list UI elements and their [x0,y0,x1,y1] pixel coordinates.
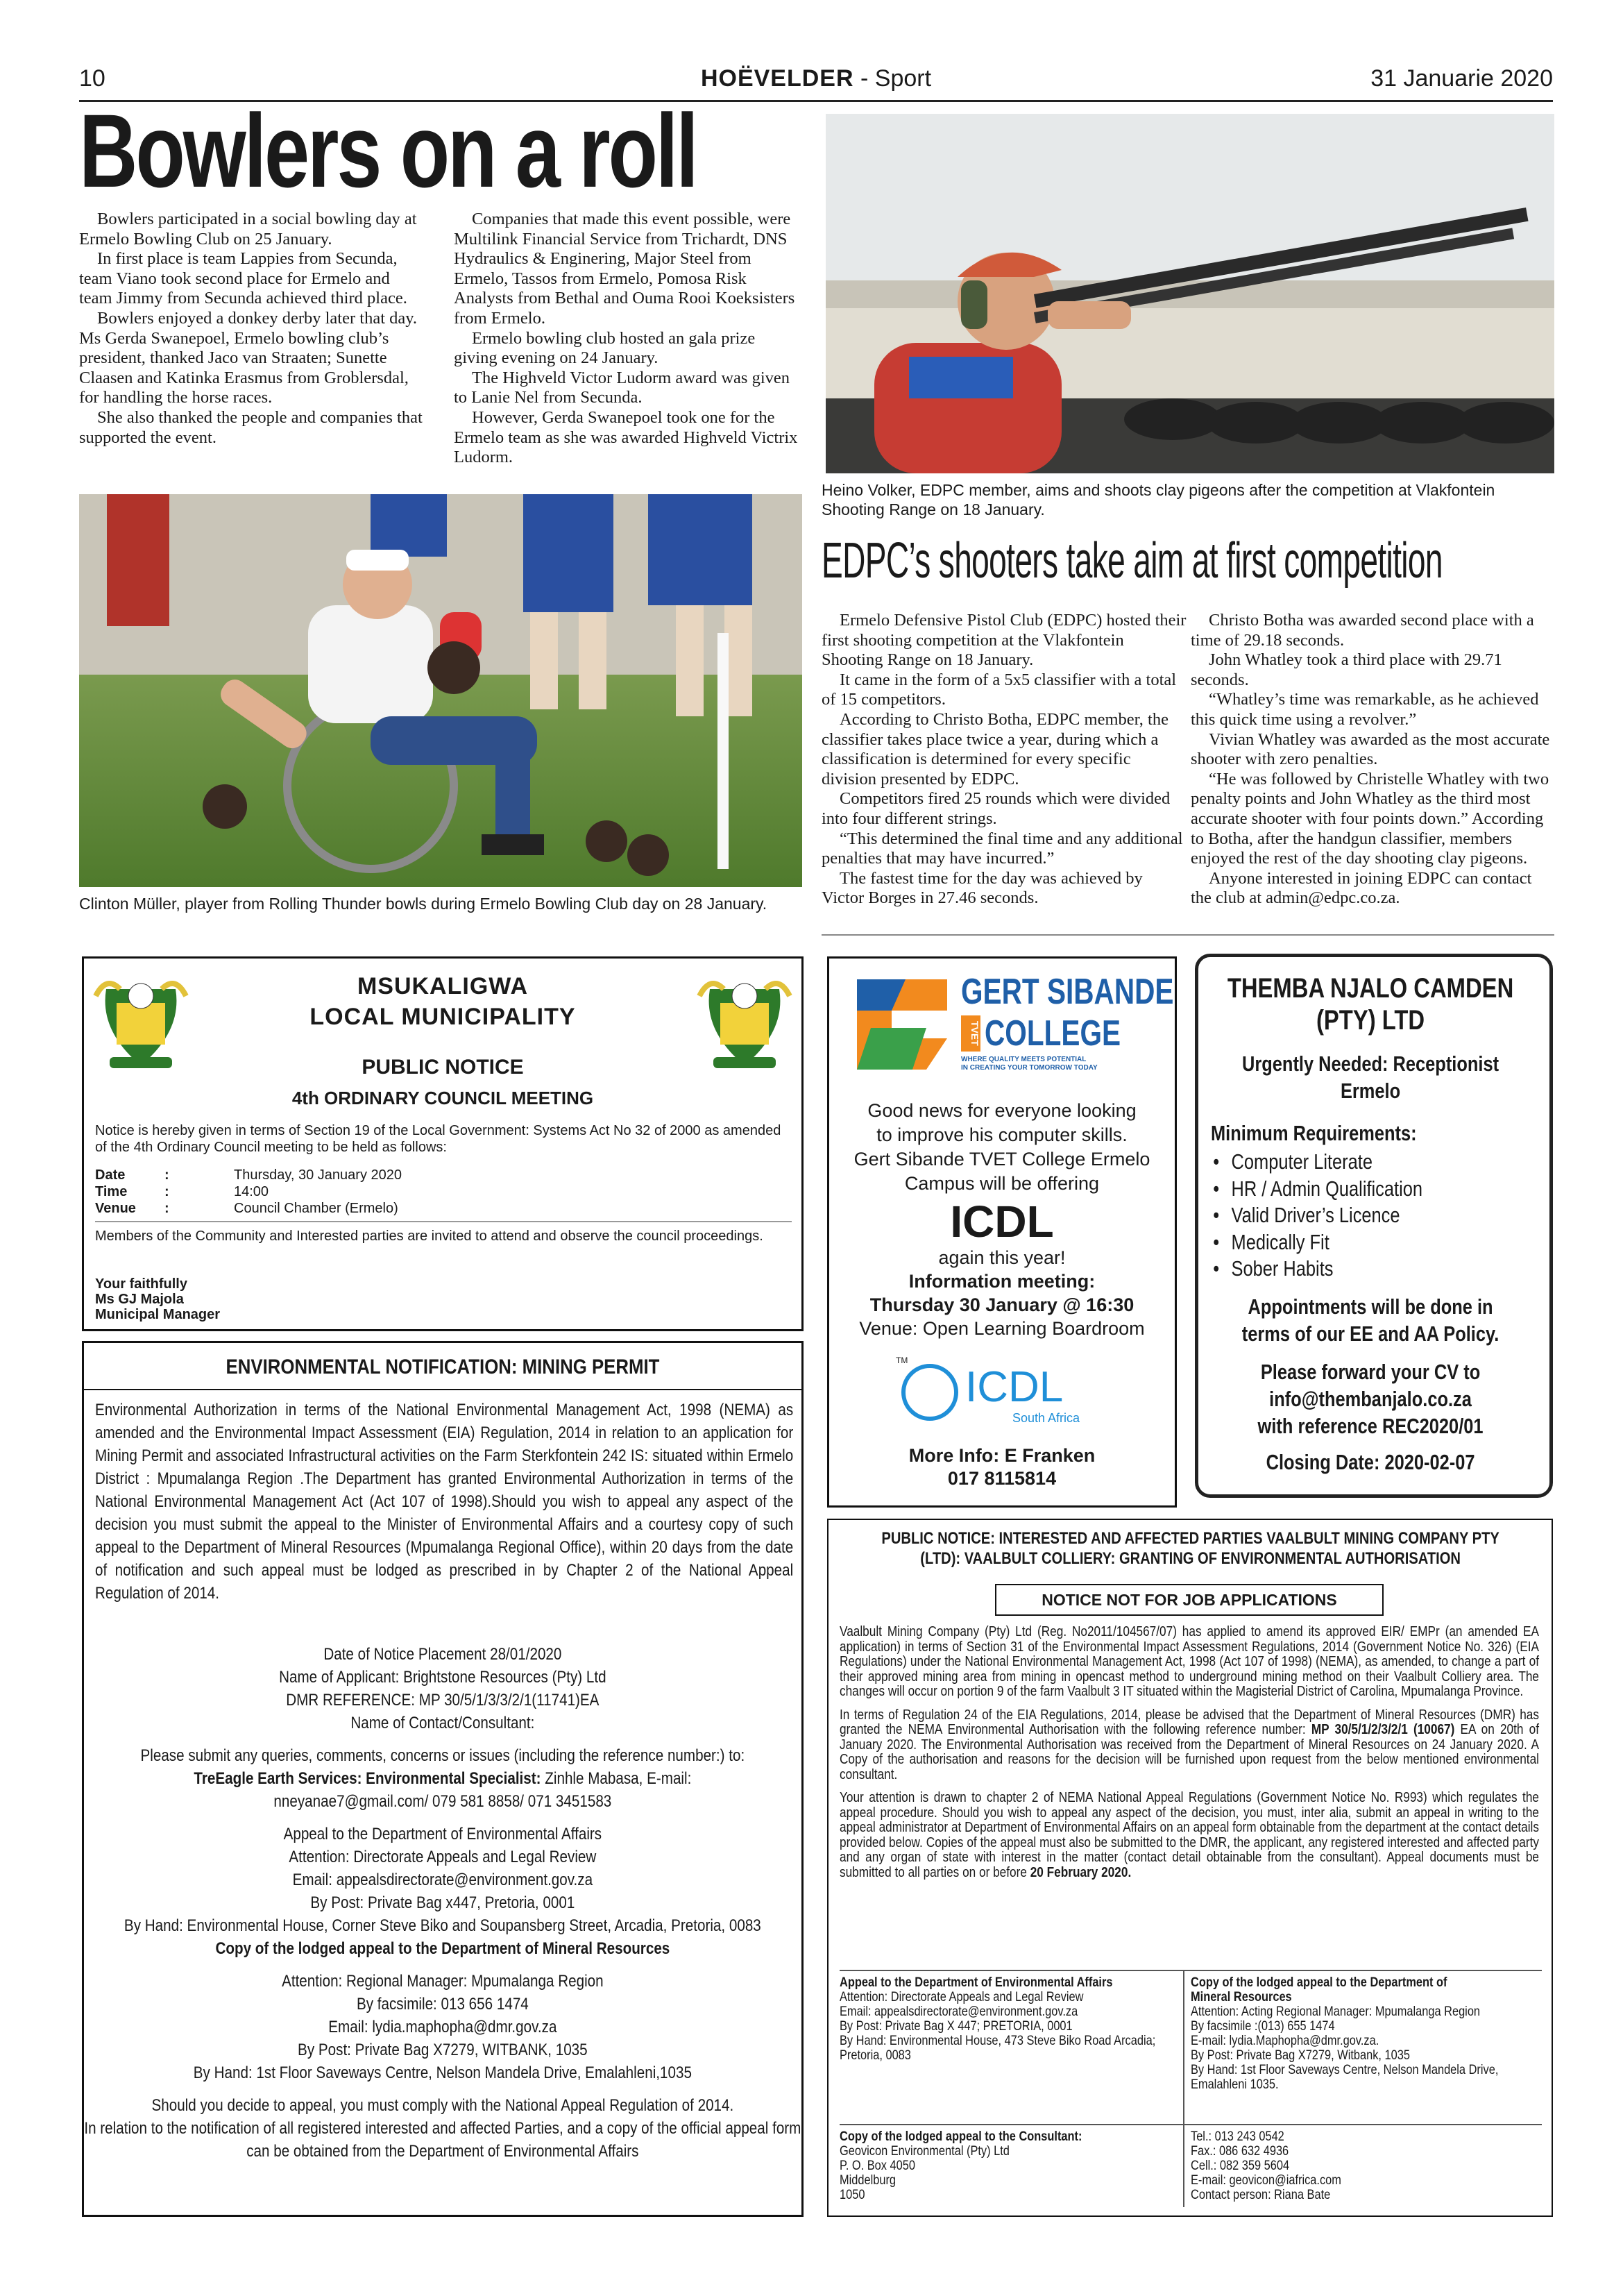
shooting-headline: EDPC’s shooters take aim at first competition [822,533,1443,589]
bowls-caption: Clinton Müller, player from Rolling Thunder bowls during Ermelo Bowling Club day on 28 January. [79,895,767,913]
consultant-phone: Tel.: 013 243 0542 Fax.: 086 632 4936 Cell.: 082 359 5604 E-mail: geovicon@iafrica.com Contact person: Riana Bate [1191,2129,1341,2202]
municipality-name-1: MSUKALIGWA [357,973,529,999]
municipality-name-2: LOCAL MUNICIPALITY [309,1004,576,1030]
paragraph: Your attention is drawn to chapter 2 of NEMA National Appeal Regulations (Government Notice No. R993) which regulates the appeal procedure. Should you wish to appeal any aspect of the decision, you must, inter alia, submit an appeal in writing to the appeal administrator at Department of Environmental Affairs on an appeal form obtainable from the department at the contact details provided below. Copies of the appeal must also be submitted to the DMR, the applicant, any registered interested and affected party and any organ of state with interest in the matter (contact detail obtainable from the consultant). Appeal documents must be submitted to all parties on or before 20 February 2020. [840,1789,1539,1880]
company-name: THEMBA NJALO CAMDEN (PTY) LTD [1227,973,1514,1036]
paper-name [79,65,1553,92]
paragraph: Companies that made this event possible, were Multilink Financial Service from Trichardt, DNS Hydraulics & Enginering, Major Steel from Ermelo, Tassos from Ermelo, Pomosa Risk Analysts from Bethal and Ouma Rooi Koeksisters from Ermelo. [454,210,795,328]
public-notice-label: PUBLIC NOTICE [362,1056,524,1079]
bowls-photo [79,494,802,887]
section-name: - Sport [853,65,932,92]
requirements-list [1211,1149,1529,1283]
list-item: • Valid Driver’s Licence [1211,1202,1529,1229]
application-details: Please forward your CV to info@thembanjalo.co.za with reference REC2020/01 [1257,1360,1484,1438]
dmr-reference: DMR REFERENCE: MP 30/5/1/3/3/2/1(11741)EA [286,1691,600,1710]
bowls-col-1 [79,210,426,448]
college-word: COLLEGE [985,1013,1121,1054]
paragraph: Anyone interested in joining EDPC can contact the club at admin@edpc.co.za. [1191,868,1532,908]
query-text: Please submit any queries, comments, concerns or issues (including the reference number:) to: [140,1746,745,1765]
detail-row: Venue : Council Chamber (Ermelo) [95,1201,398,1216]
paragraph: John Whatley took a third place with 29.71 seconds. [1191,650,1502,689]
vaalbult-title: PUBLIC NOTICE: INTERESTED AND AFFECTED PARTIES VAALBULT MINING COMPANY PTY (LTD): VAALBULT COLLIERY: GRANTING OF ENVIRONMENTAL AUTHORISATION [881,1529,1499,1568]
paper-title: HOËVELDER [700,65,854,92]
signature: Your faithfully Ms GJ Majola Municipal Manager [95,1276,221,1322]
vaalbult-notice [827,1519,1553,2217]
paragraph: In terms of Regulation 24 of the EIA Regulations, 2014, please be advised that the Department of Mineral Resources (DMR) has granted the NEMA Environmental Authorisation with the following reference number: MP 30/5/1/2/3/2/1 (10067) EA on 20th of January 2020. The Environmental Authorisation was received from the Department of Mineral Resources on 24 January 2020. A Copy of the authorisation and reasons for the decision will be furnished upon request from the below mentioned environmental consultant. [840,1706,1540,1782]
gert-sibande-ad [827,956,1177,1508]
paragraph: “This determined the final time and any additional penalties that may have incurred.” [822,829,1183,868]
paragraph: Bowlers participated in a social bowling day at Ermelo Bowling Club on 25 January. [79,210,417,248]
themba-njalo-ad [1195,954,1553,1498]
tvet-badge: TVET [961,1015,980,1052]
shooting-col-2 [1191,611,1552,909]
paragraph: Ermelo Defensive Pistol Club (EDPC) hosted their first shooting competition at the Vlakfontein Shooting Range on 18 January. [822,611,1187,670]
paragraph: Ermelo bowling club hosted an gala prize giving evening on 24 January. [454,328,756,368]
appointment-policy: Appointments will be done in terms of our EE and AA Policy. [1241,1294,1499,1346]
divider [840,1970,1542,1971]
college-tagline: WHERE QUALITY MEETS POTENTIAL IN CREATING YOUR TOMORROW TODAY [961,1056,1098,1072]
paragraph: “Whatley’s time was remarkable, as he achieved this quick time using a revolver.” [1191,690,1539,729]
detail-row: Date : Thursday, 30 January 2020 [95,1167,402,1183]
paragraph: Bowlers enjoyed a donkey derby later that day. Ms Gerda Swanepoel, Ermelo bowling club’s president, thanked Jaco van Straaten; Sunette Claasen and Katinka Erasmus from Groblersdal, for handling the horse races. [79,308,418,407]
paragraph: She also thanked the people and companies that supported the event. [79,407,423,447]
not-for-jobs-label: NOTICE NOT FOR JOB APPLICATIONS [995,1584,1384,1616]
paragraph: Christo Botha was awarded second place with a time of 29.18 seconds. [1191,611,1534,650]
divider [1183,1971,1184,2207]
paragraph: Vaalbult Mining Company (Pty) Ltd (Reg. No2011/104567/07) has applied to amend its approved EIR/ EMPr (an amended EA application) in terms of Section 31 of the Environmental Impact Assessment Regulations, 2014 (Government Notice No. 326) (EIA Regulations) under the National Environmental Management Act, 1998 (Act 107 of 1998) (NEMA), as amended, to change a part of their approved mining area from mining in opencast method to underground mining method on their Vaalbult Colliery area. The changes will occur on portion 9 of the farm Vaalbult 3 IT situated within the Magisterial District of Carolina, Mpumalanga Province. [840,1623,1539,1699]
icdl-logo-text: ICDL [965,1363,1064,1411]
icdl-compass-icon [899,1361,961,1424]
tm-mark: TM [896,1356,908,1365]
bowls-photo-image [79,494,802,887]
paragraph: In first place is team Lappies from Secunda, team Viano took second place for Ermelo and team Jimmy from Secunda achieved third place. [79,249,407,308]
list-item: • HR / Admin Qualification [1211,1176,1529,1203]
paragraph: Vivian Whatley was awarded as the most accurate shooter with zero penalties. [1191,729,1550,769]
list-item: • Computer Literate [1211,1149,1529,1176]
env-body: Environmental Authorization in terms of the National Environmental Management Act, 1998 (NEMA) as amended and the Environmental Impact Assessment (EIA) Regulation, 2014 in relation to an application for Mining Permit and associated Infrastructural activities on the Farm Sterkfontein 242 IS: situated within Ermelo District : Mpumalanga Region .The Department has granted Environmental Authorization in terms of the National Environmental Management Act (Act 107 of 1998).Should you wish to appeal any aspect of the decision you must submit the appeal to the Minister of Environmental Affairs and a courtesy copy of such appeal to the Department of Mineral Resources (Mpumalanga Regional Office), within 20 days from the date of notification and such appeal must be lodged as prescribed in by Chapter 2 of the National Appeal Regulation of 2014. [95,1401,794,1603]
env-details: Date of Notice Placement 28/01/2020 Name of Applicant: Brightstone Resources (Pty) Ltd DMR REFERENCE: MP 30/5/1/3/3/2/1(11741)EA Name of Contact/Consultant: Please submit any queries, comments, concerns or issues (including the reference number:) to: TreEagle Earth Services: Environmental Specialist: Zinhle Mabasa, E-mail: nneyanae7@gmail.com/ 079 581 8858/ 071 3451583 Appeal to the Department of Environmental Affairs Attention: Directorate Appeals and Legal Review Email: appealsdirectorate@environment.gov.za By Post: Private Bag x447, Pretoria, 0001 By Hand: Environmental House, Corner Steve Biko and Soupansberg Street, Arcadia, Pretoria, 0083 Copy of the lodged appeal to the Department of Mineral Resources Attention: Regional Manager: Mpumalanga Region By facsimile: 013 656 1474 Email: lydia.maphopha@dmr.gov.za By Post: Private Bag X7279, WITBANK, 1035 By Hand: 1st Floor Saveways Centre, Nelson Mandela Drive, Emalahleni,1035 Should you decide to appeal, you must comply with the National Appeal Regulation of 2014. In relation to the notification of all registered interested and affected Parties, and a copy of the official appeal form can be obtained from the Department of Environmental Affairs [84,1643,801,2163]
meeting-details [95,1167,720,1217]
issue-date: 31 Januarie 2020 [1370,65,1553,92]
bowls-headline: Bowlers on a roll [79,92,697,209]
meeting-label: 4th ORDINARY COUNCIL MEETING [291,1088,594,1108]
closing-date: Closing Date: 2020-02-07 [1266,1450,1475,1474]
vaalbult-body [840,1624,1539,1880]
gert-details: again this year! Information meeting: Thursday 30 January @ 16:30 Venue: Open Learning Boardroom [859,1247,1145,1339]
paragraph: Competitors fired 25 rounds which were divided into four different strings. [822,789,1171,828]
divider [95,1221,792,1222]
doea-contact: Appeal to the Department of Environmental Affairs Attention: Directorate Appeals and Legal Review Email: appealsdirectorate@environment.gov.za By Post: Private Bag X 447; PRETORIA, 0001 By Hand: Environmental House, 473 Steve Biko Road Arcadia; Pretoria, 0083 [840,1975,1156,2063]
detail-row: Time : 14:00 [95,1184,269,1199]
contact-label: Name of Contact/Consultant: [350,1714,535,1732]
consultant-contact: Copy of the lodged appeal to the Consultant: Geovicon Environmental (Pty) Ltd P. O. Box 4050 Middelburg 1050 [840,2129,1082,2202]
divider [822,934,1554,936]
consultant: TreEagle Earth Services: Environmental Specialist: Zinhle Mabasa, E-mail: [194,1769,692,1788]
notice-date: Date of Notice Placement 28/01/2020 [323,1645,562,1664]
paragraph: The fastest time for the day was achieved by Victor Borges in 27.46 seconds. [822,868,1143,908]
shooting-col-1 [822,611,1187,909]
notice-intro: Notice is hereby given in terms of Section 19 of the Local Government: Systems Act No 32 of 2000 as amended of the 4th Ordinary Council meeting to be held as follows: [95,1123,781,1155]
gert-intro: Good news for everyone looking to improve his computer skills. Gert Sibande TVET College Ermelo Campus will be offering [853,1100,1150,1194]
shooting-caption: Heino Volker, EDPC member, aims and shoots clay pigeons after the competition at Vlakfontein Shooting Range on 18 January. [822,481,1495,518]
applicant: Name of Applicant: Brightstone Resources (Pty) Ltd [279,1668,606,1687]
list-item: • Sober Habits [1211,1256,1529,1283]
divider [840,2124,1542,2125]
shooting-photo-image [826,114,1554,473]
paragraph: According to Christo Botha, EDPC member, the classifier takes place twice a year, during which a classification is determined for every specific division presented by EDPC. [822,709,1169,788]
paragraph: “He was followed by Christelle Whatley with two penalty points and John Whatley as the third most accurate shooter with four points down.” According to Botha, after the handgun classifier, members enjoyed the rest of the day shooting clay pigeons. [1191,769,1549,868]
paragraph: However, Gerda Swanepoel took one for the Ermelo team as she was awarded Highveld Victrix Ludorm. [454,407,798,467]
page-number: 10 [79,65,105,92]
shooting-photo [826,114,1554,473]
consultant-contact: nneyanae7@gmail.com/ 079 581 8858/ 071 3451583 [273,1792,612,1811]
env-title: ENVIRONMENTAL NOTIFICATION: MINING PERMIT [226,1356,660,1378]
requirements-heading: Minimum Requirements: [1211,1121,1417,1145]
dmr-contact: Copy of the lodged appeal to the Department of Mineral Resources Attention: Acting Regional Manager: Mpumalanga Region By facsimile :(013) 655 1474 E-mail: lydia.Maphopha@dmr.gov.za. By Post: Private Bag X7279, Witbank, 1035 By Hand: 1st Floor Saveways Centre, Nelson Mandela Drive, Emalahleni 1035. [1191,1975,1499,2092]
vacancy: Urgently Needed: Receptionist Ermelo [1242,1052,1499,1103]
gert-contact: More Info: E Franken 017 8115814 [908,1445,1096,1489]
list-item: • Medically Fit [1211,1229,1529,1256]
invite-text: Members of the Community and Interested parties are invited to attend and observe the council proceedings. [95,1229,763,1244]
college-logo-icon [836,972,954,1077]
divider [84,1389,801,1390]
paragraph: It came in the form of a 5x5 classifier with a total of 15 competitors. [822,670,1177,709]
msukaligwa-notice [82,956,804,1331]
college-name: GERT SIBANDE [961,972,1174,1012]
bowls-col-2 [454,210,801,468]
icdl-heading: ICDL [950,1197,1054,1247]
icdl-logo-sub: South Africa [1012,1411,1080,1425]
paragraph: The Highveld Victor Ludorm award was given to Lanie Nel from Secunda. [454,368,790,407]
env-mining-notice [82,1341,804,2217]
